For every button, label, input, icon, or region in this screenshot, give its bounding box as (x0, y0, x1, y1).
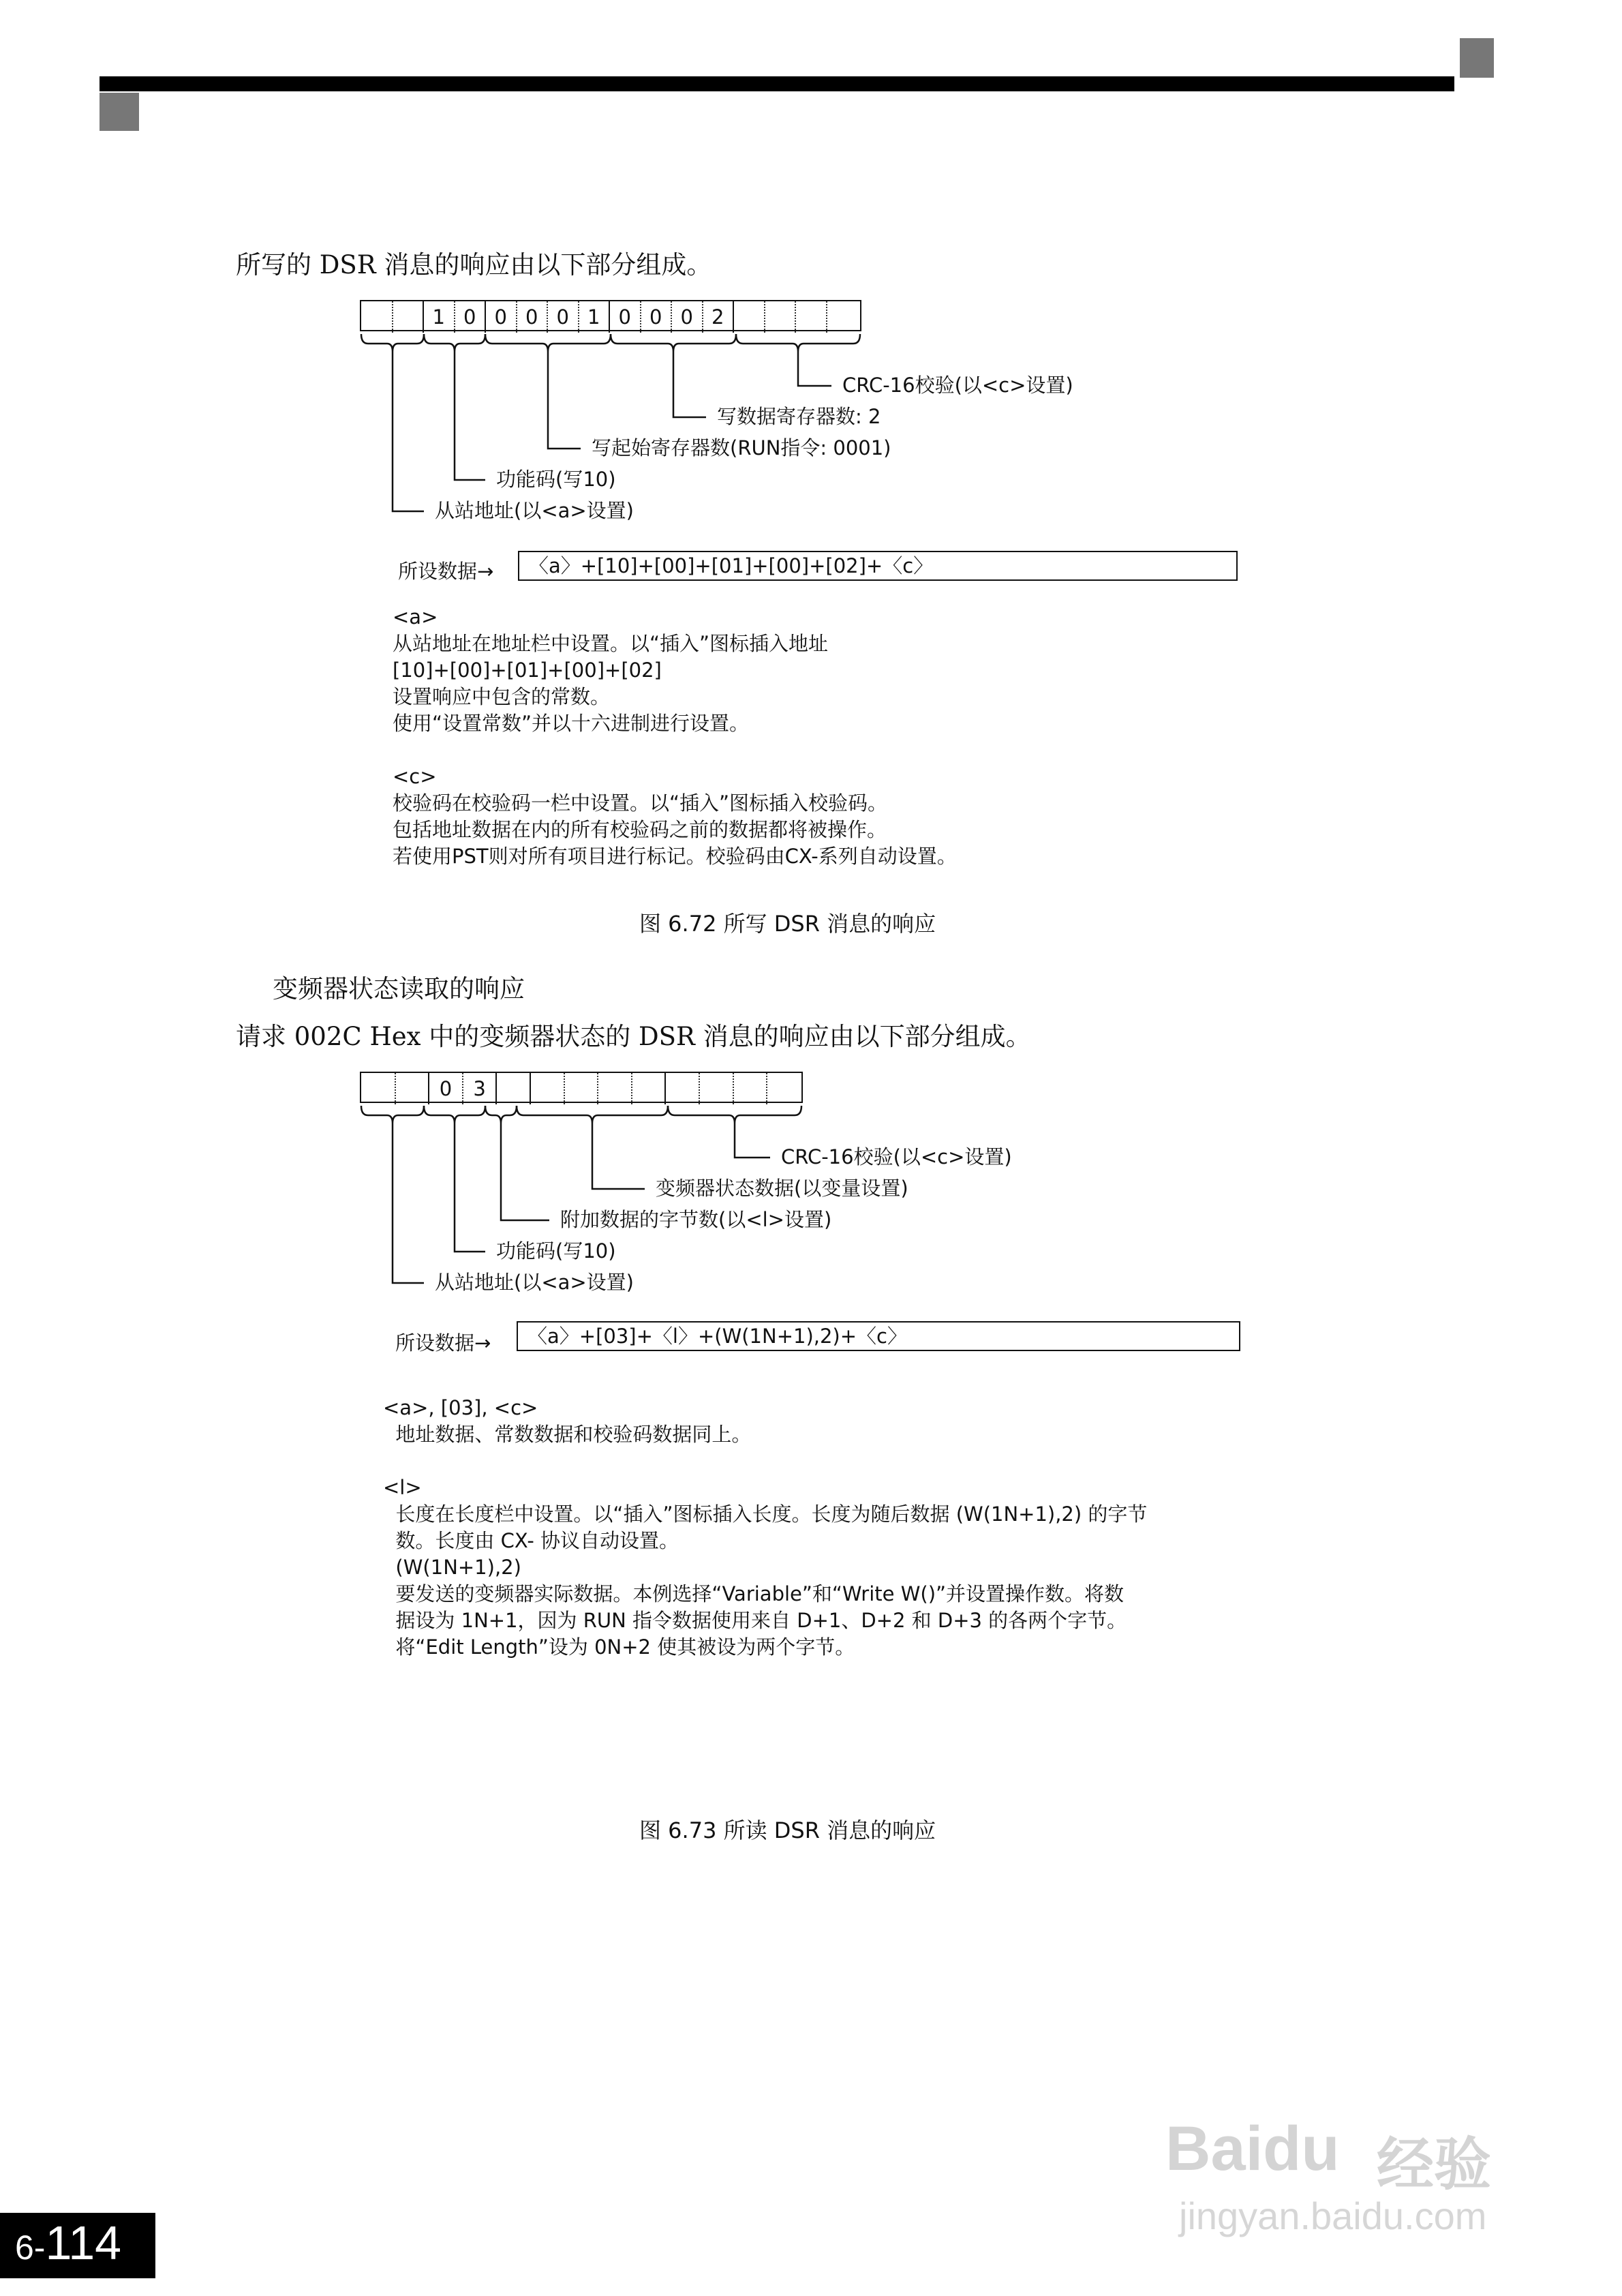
page-number (15, 2216, 121, 2270)
frame-cell: 0 (556, 305, 569, 329)
note-line: 据设为 1N+1，因为 RUN 指令数据使用来自 D+1、D+2 和 D+3 的各两个字节。 (383, 1609, 1127, 1632)
brace-byte-count (485, 1106, 517, 1123)
frame-cell: 0 (649, 305, 662, 329)
label-function-code: 功能码(写10) (496, 1239, 616, 1263)
note-line: [10]+[00]+[01]+[00]+[02] (393, 659, 662, 682)
note-line: <c> (393, 765, 437, 788)
baidu-watermark (1159, 2100, 1581, 2263)
note-line: <l> (383, 1476, 422, 1499)
note-line: 数。长度由 CX- 协议自动设置。 (383, 1529, 679, 1552)
set-data-value: 〈a〉+[10]+[00]+[01]+[00]+[02]+〈c〉 (518, 551, 1238, 581)
watermark-brand: Baidu (1165, 2114, 1340, 2184)
brace-inverter-status (517, 1106, 668, 1123)
frame-cell: 0 (494, 305, 507, 329)
note-line: 包括地址数据在内的所有校验码之前的数据都将被操作。 (393, 818, 887, 841)
label-slave-address: 从站地址(以<a>设置) (435, 499, 634, 522)
figure-caption-6-72: 图 6.72 所写 DSR 消息的响应 (639, 911, 936, 937)
watermark-url: jingyan.baidu.com (1179, 2194, 1487, 2237)
frame-cell: 0 (463, 305, 476, 329)
label-crc16: CRC-16校验(以<c>设置) (781, 1145, 1012, 1168)
note-line: 设置响应中包含的常数。 (393, 685, 611, 708)
label-start-register: 写起始寄存器数(RUN指令: 0001) (592, 436, 891, 459)
brace-crc16 (668, 1106, 801, 1123)
note-line: 将“Edit Length”设为 0N+2 使其被设为两个字节。 (383, 1635, 855, 1659)
label-byte-count: 附加数据的字节数(以<l>设置) (560, 1208, 832, 1231)
brace-function-code (424, 1106, 485, 1123)
section2-notes (383, 1395, 1147, 1661)
frame-cell: 1 (432, 305, 445, 329)
section2-heading: 变频器状态读取的响应 (273, 974, 525, 1003)
set-data-label: 所设数据→ (398, 560, 494, 583)
label-inverter-status: 变频器状态数据(以变量设置) (656, 1177, 908, 1200)
watermark-brand2: 经验 (1377, 2131, 1492, 2198)
note-line: 校验码在校验码一栏中设置。以“插入”图标插入校验码。 (393, 791, 888, 815)
note-line: 地址数据、常数数据和校验码数据同上。 (383, 1423, 752, 1446)
set-data-value: 〈a〉+[03]+〈l〉+(W(1N+1),2)+〈c〉 (517, 1321, 1240, 1351)
frame-cell: 0 (680, 305, 693, 329)
section2-intro: 请求 002C Hex 中的变频器状态的 DSR 消息的响应由以下部分组成。 (236, 1022, 1031, 1051)
brace-slave-address (361, 1106, 424, 1123)
note-line: 长度在长度栏中设置。以“插入”图标插入长度。长度为随后数据 (W(1N+1),2) 的字节 (383, 1502, 1148, 1526)
note-line: 从站地址在地址栏中设置。以“插入”图标插入地址 (393, 632, 829, 655)
section1-intro: 所写的 DSR 消息的响应由以下部分组成。 (236, 250, 712, 280)
note-line (383, 1448, 1147, 1475)
label-crc16: CRC-16校验(以<c>设置) (842, 374, 1073, 397)
frame-cell: 0 (618, 305, 631, 329)
note-line: 要发送的变频器实际数据。本例选择“Variable”和“Write W()”并设置操作数。将数 (383, 1582, 1124, 1605)
label-write-register-count: 写数据寄存器数: 2 (717, 405, 881, 428)
leader-slave-address (393, 1123, 424, 1283)
leader-function-code (455, 1123, 485, 1252)
frame-cell: 2 (711, 305, 724, 329)
label-function-code: 功能码(写10) (496, 468, 616, 491)
set-data-label: 所设数据→ (395, 1331, 491, 1355)
note-line: <a> (393, 605, 438, 629)
leader-byte-count (501, 1123, 549, 1220)
frame-cell: 0 (439, 1077, 453, 1100)
figure-caption-6-73: 图 6.73 所读 DSR 消息的响应 (639, 1817, 936, 1843)
leader-inverter-status (592, 1123, 645, 1189)
leader-crc16 (735, 1123, 770, 1158)
page-num: 114 (45, 2216, 122, 2269)
note-line: (W(1N+1),2) (383, 1556, 521, 1579)
note-line: <a>, [03], <c> (383, 1396, 538, 1419)
note-line: 使用“设置常数”并以十六进制进行设置。 (393, 712, 750, 735)
note-line: 若使用PST则对所有项目进行标记。校验码由CX-系列自动设置。 (393, 845, 957, 868)
page-chapter: 6- (15, 2229, 46, 2267)
frame-cell: 1 (587, 305, 600, 329)
label-slave-address: 从站地址(以<a>设置) (435, 1271, 634, 1294)
frame-cell: 0 (525, 305, 538, 329)
frame-cell: 3 (473, 1077, 486, 1100)
